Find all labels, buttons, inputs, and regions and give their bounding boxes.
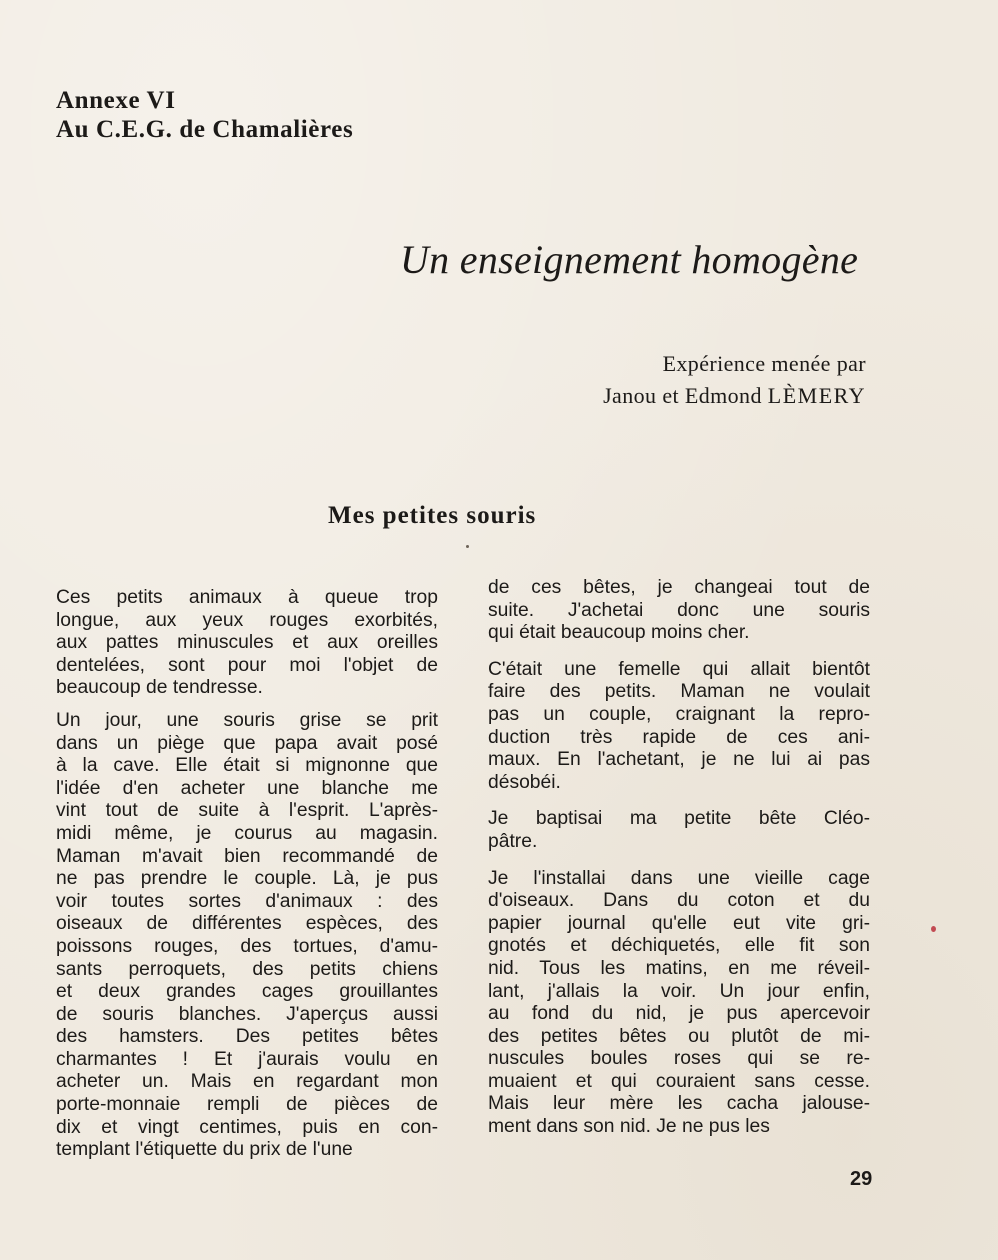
text-line: duction très rapide de ces ani- — [488, 726, 870, 748]
paragraph — [488, 808, 870, 853]
byline-first-names: Janou et Edmond — [603, 383, 762, 408]
text-line: vint tout de suite à l'esprit. L'après- — [56, 800, 438, 822]
text-line: aux pattes minuscules et aux oreilles — [56, 632, 438, 654]
text-line: templant l'étiquette du prix de l'une — [56, 1139, 353, 1161]
text-line: sants perroquets, des petits chiens — [56, 958, 438, 980]
show-through-texture — [486, 80, 866, 520]
text-line: Je l'installai dans une vieille cage — [488, 867, 870, 889]
text-line: oiseaux de différentes espèces, des — [56, 913, 438, 935]
paragraph — [56, 587, 438, 700]
right-text-column — [488, 577, 870, 1153]
text-line: porte-monnaie rempli de pièces de — [56, 1094, 438, 1116]
byline-authors — [603, 380, 866, 412]
text-line: de ces bêtes, je changeai tout de — [488, 577, 870, 598]
byline-surname: LÈMERY — [767, 383, 866, 408]
text-line: poissons rouges, des tortues, d'amu- — [56, 935, 438, 957]
left-text-column — [56, 587, 438, 1172]
text-line: midi même, je courus au magasin. — [56, 822, 438, 844]
text-line: lant, j'allais la voir. Un jour enfin, — [488, 980, 870, 1002]
byline — [603, 348, 866, 412]
school-name: Au C.E.G. de Chamalières — [56, 116, 354, 143]
text-line: suite. J'achetai donc une souris — [488, 599, 870, 621]
text-line: à la cave. Elle était si mignonne que — [56, 755, 438, 777]
text-line: au fond du nid, je pus apercevoir — [488, 1003, 870, 1025]
text-line: Mais leur mère les cacha jalouse- — [488, 1093, 870, 1115]
text-line: désobéi. — [488, 771, 561, 793]
paragraph — [56, 710, 438, 1162]
text-line: pâtre. — [488, 830, 538, 852]
text-line: qui était beaucoup moins cher. — [488, 622, 750, 644]
text-line: nid. Tous les matins, en me réveil- — [488, 957, 870, 979]
text-line: l'idée d'en acheter une blanche me — [56, 777, 438, 799]
text-line: beaucoup de tendresse. — [56, 677, 263, 699]
text-line: et deux grandes cages grouillantes — [56, 981, 438, 1003]
text-line: Un jour, une souris grise se prit — [56, 709, 438, 731]
text-line: voir toutes sortes d'animaux : des — [56, 890, 438, 912]
text-line: dentelées, sont pour moi l'objet de — [56, 654, 438, 676]
text-line: des hamsters. Des petites bêtes — [56, 1026, 438, 1048]
text-line: Maman m'avait bien recommandé de — [56, 845, 438, 867]
text-line: longue, aux yeux rouges exorbités, — [56, 609, 438, 631]
text-line: gnotés et déchiquetés, elle fit son — [488, 935, 870, 957]
text-line: acheter un. Mais en regardant mon — [56, 1071, 438, 1093]
text-line: dans un piège que papa avait posé — [56, 732, 438, 754]
text-line: ne pas prendre le couple. Là, je pus — [56, 868, 438, 890]
annex-number: Annexe VI — [56, 87, 176, 114]
paragraph — [488, 577, 870, 645]
red-ink-speck — [931, 926, 936, 932]
text-line: nuscules boules roses qui se re- — [488, 1048, 870, 1070]
section-title: Mes petites souris — [328, 502, 537, 529]
page-number: 29 — [850, 1168, 873, 1190]
page-title: Un enseignement homogène — [400, 237, 859, 282]
byline-intro: Expérience menée par — [662, 351, 866, 376]
text-line: muaient et qui couraient sans cesse. — [488, 1070, 870, 1092]
text-line: d'oiseaux. Dans du coton et du — [488, 890, 870, 912]
text-line: charmantes ! Et j'aurais voulu en — [56, 1048, 438, 1070]
text-line: dix et vingt centimes, puis en con- — [56, 1116, 438, 1138]
text-line: Je baptisai ma petite bête Cléo- — [488, 808, 870, 830]
text-line: faire des petits. Maman ne voulait — [488, 681, 870, 703]
text-line: papier journal qu'elle eut vite gri- — [488, 912, 870, 934]
paragraph — [488, 868, 870, 1139]
annex-heading — [56, 86, 353, 144]
text-line: maux. En l'achetant, je ne lui ai pas — [488, 749, 870, 771]
text-line: de souris blanches. J'aperçus aussi — [56, 1003, 438, 1025]
text-line: Ces petits animaux à queue trop — [56, 587, 438, 608]
text-line: C'était une femelle qui allait bientôt — [488, 658, 870, 680]
text-line: des petites bêtes ou plutôt de mi- — [488, 1025, 870, 1047]
text-line: pas un couple, craignant la repro- — [488, 703, 870, 725]
paragraph — [488, 659, 870, 795]
text-line: ment dans son nid. Je ne pus les — [488, 1116, 770, 1138]
ink-dot — [466, 545, 469, 548]
